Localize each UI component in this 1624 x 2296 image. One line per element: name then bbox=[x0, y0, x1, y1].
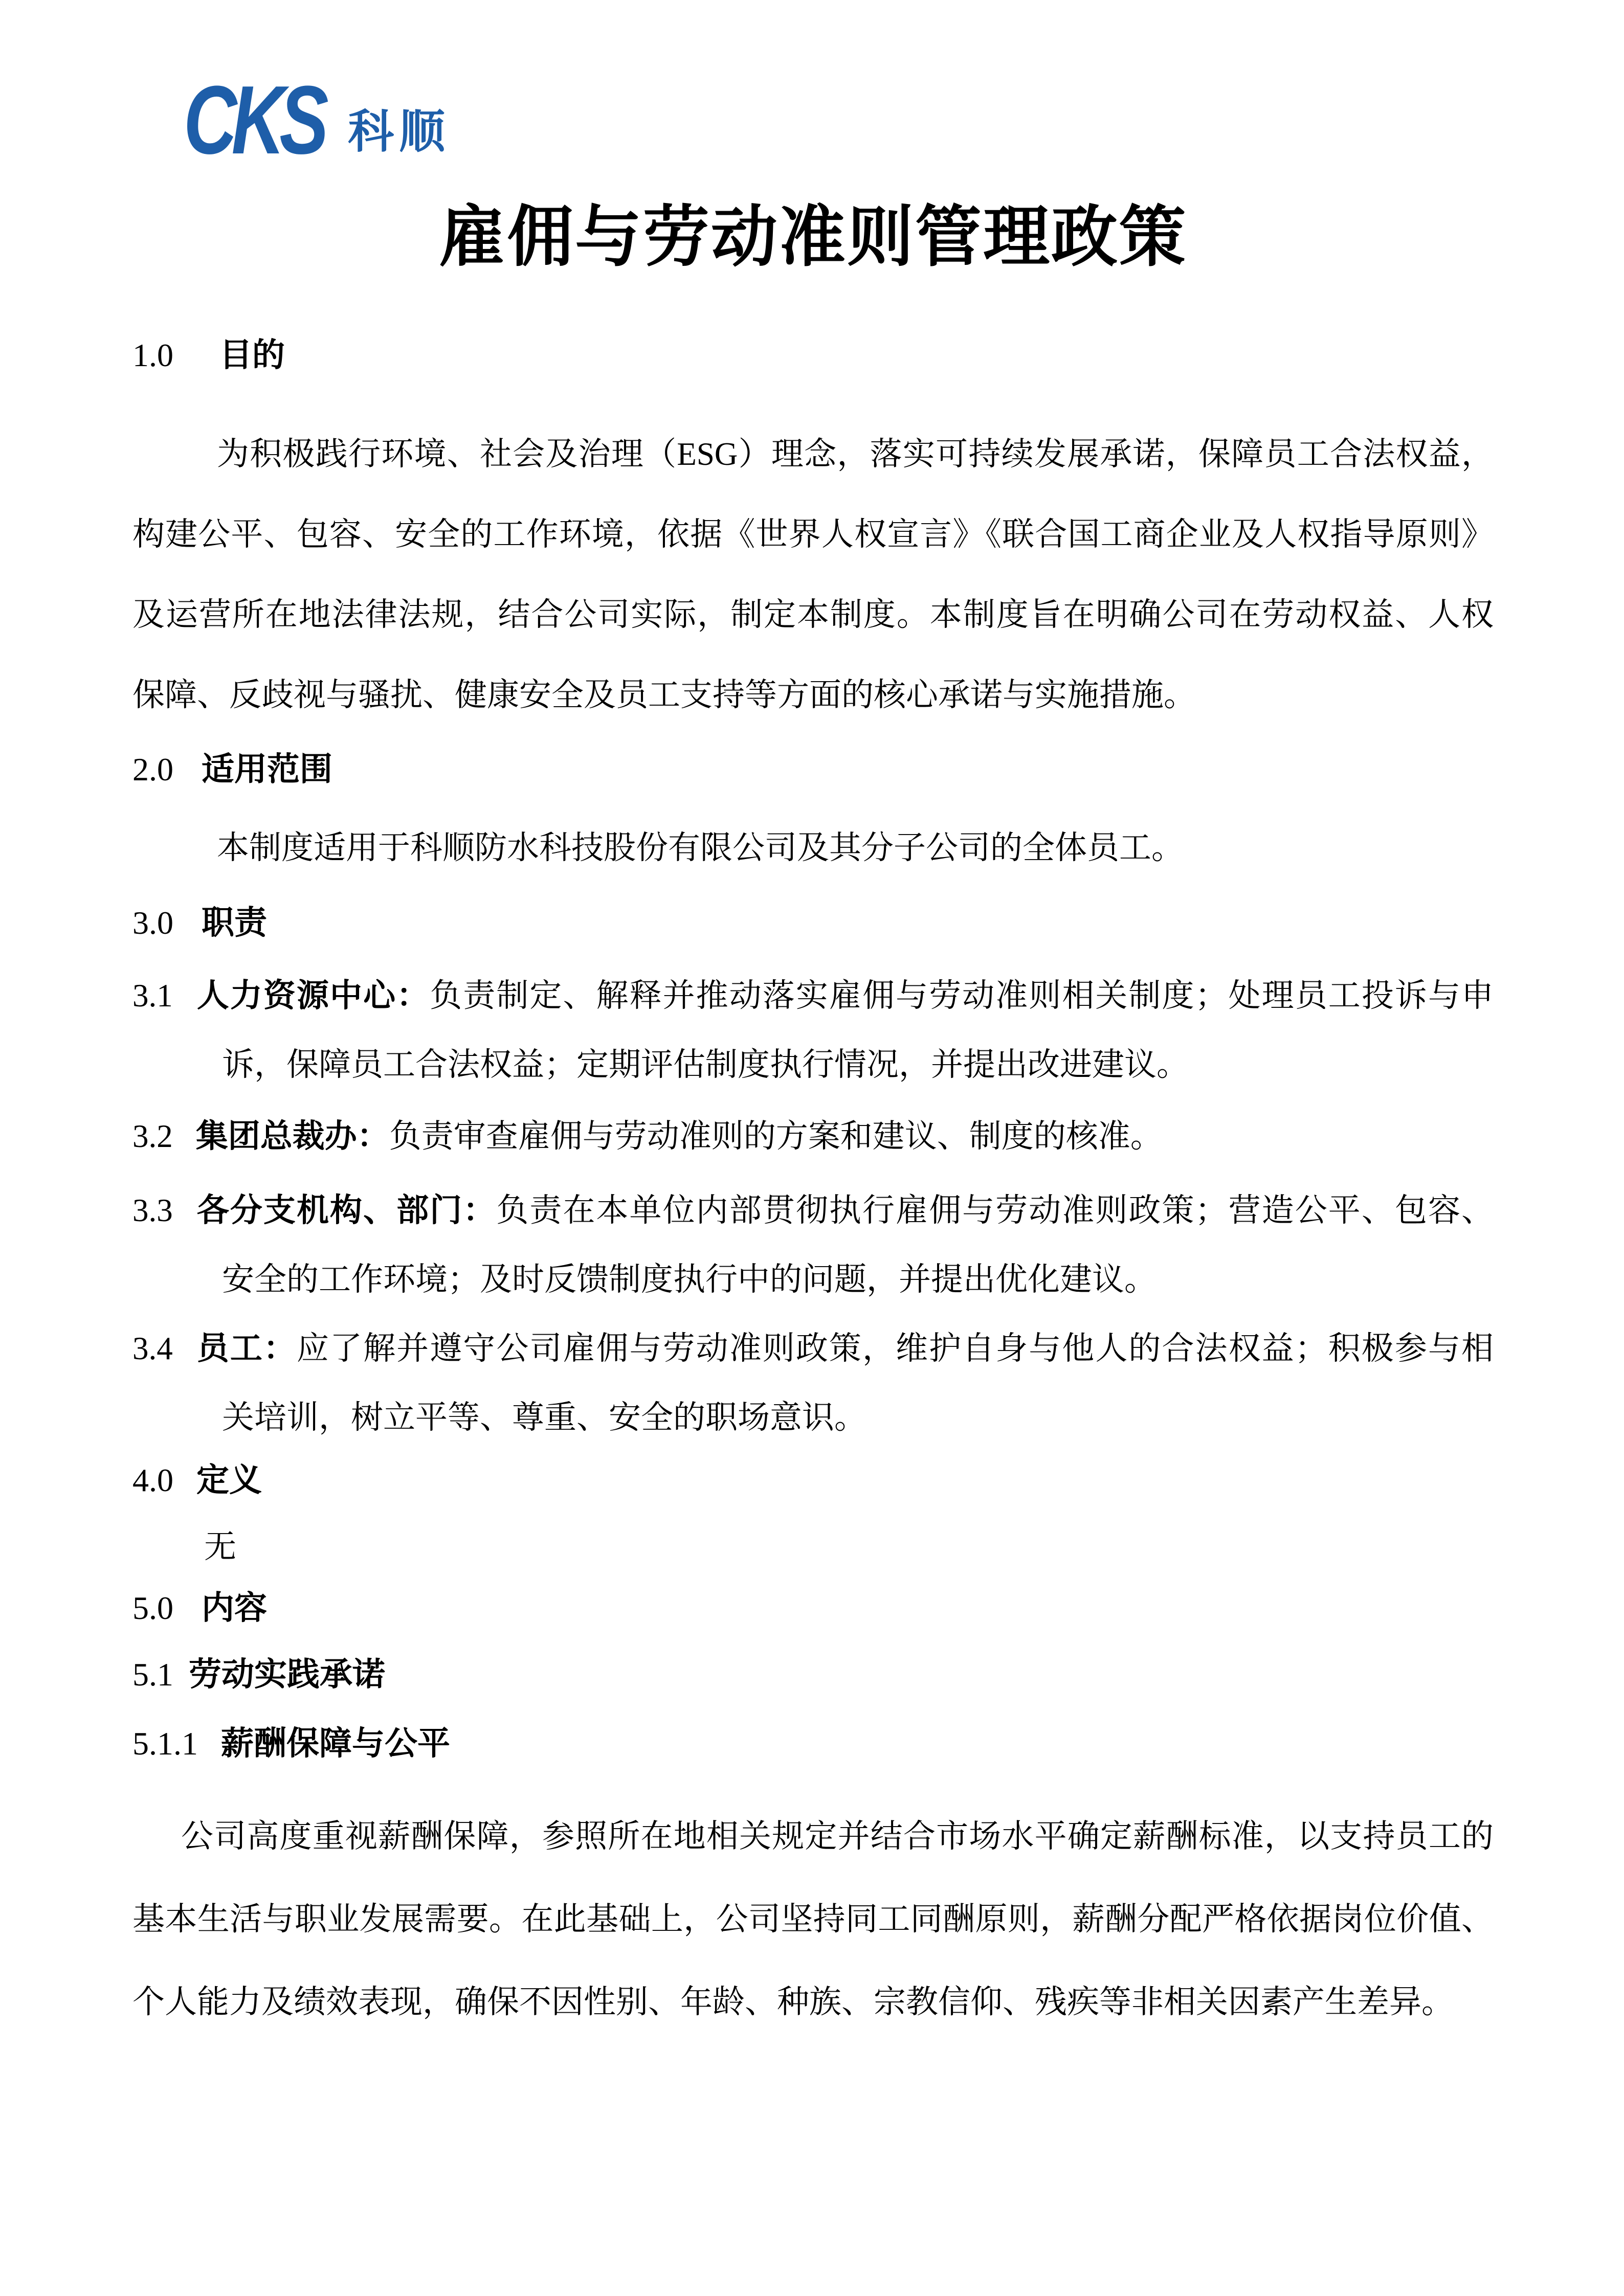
duty-item-line bbox=[132, 1314, 1494, 1383]
heading-scope bbox=[132, 744, 1494, 795]
duties-list bbox=[132, 961, 1494, 1452]
duty-item-line: 诉，保障员工合法权益；定期评估制度执行情况，并提出改进建议。 bbox=[222, 1047, 1189, 1083]
duty-item-3-4 bbox=[132, 1314, 1494, 1452]
purpose-line: 保障、反歧视与骚扰、健康安全及员工支持等方面的核心承诺与实施措施。 bbox=[132, 677, 1196, 713]
logo-chinese-text: 科顺 bbox=[348, 105, 451, 159]
duty-item-line bbox=[132, 1176, 1494, 1245]
purpose-line: 构建公平、包容、安全的工作环境，依据《世界人权宣言》《联合国工商企业及人权指导原则》 bbox=[132, 516, 1494, 552]
heading-compensation-text: 薪酬保障与公平 bbox=[221, 1725, 450, 1762]
company-logo bbox=[184, 66, 1494, 174]
duty-item-number: 3.2 bbox=[132, 1118, 173, 1154]
heading-scope-text: 适用范围 bbox=[202, 751, 332, 787]
heading-compensation bbox=[132, 1718, 1494, 1769]
purpose-paragraph bbox=[132, 414, 1494, 735]
duty-item-text: 负责制定、解释并推动落实雇佣与劳动准则相关制度；处理员工投诉与申 bbox=[430, 978, 1494, 1014]
heading-definitions-text: 定义 bbox=[196, 1462, 262, 1498]
duty-item-line: 安全的工作环境；及时反馈制度执行中的问题，并提出优化建议。 bbox=[222, 1262, 1156, 1297]
duty-item-text: 应了解并遵守公司雇佣与劳动准则政策，维护自身与他人的合法权益；积极参与相 bbox=[296, 1331, 1494, 1366]
duty-item-line bbox=[132, 1102, 1494, 1171]
heading-labor-practice-text: 劳动实践承诺 bbox=[189, 1656, 385, 1693]
heading-content-number: 5.0 bbox=[132, 1590, 173, 1626]
heading-labor-practice-number: 5.1 bbox=[132, 1656, 173, 1693]
duty-item-label: 各分支机构、部门： bbox=[195, 1192, 497, 1228]
duty-item-number: 3.1 bbox=[132, 978, 173, 1014]
logo-cks-text: CKS bbox=[184, 66, 323, 174]
document-title: 雇佣与劳动准则管理政策 bbox=[438, 201, 1187, 275]
duty-item-3-2 bbox=[132, 1102, 1494, 1171]
duty-item-number: 3.4 bbox=[132, 1331, 173, 1366]
duty-item-label: 员工： bbox=[195, 1331, 297, 1366]
heading-duties bbox=[132, 897, 1494, 949]
definitions-value: 无 bbox=[204, 1529, 236, 1565]
heading-scope-number: 2.0 bbox=[132, 751, 173, 787]
compensation-paragraph bbox=[132, 1795, 1494, 2043]
heading-definitions bbox=[132, 1455, 1494, 1506]
duty-item-line bbox=[132, 961, 1494, 1030]
heading-purpose-text: 目的 bbox=[219, 337, 285, 373]
compensation-line: 个人能力及绩效表现，确保不因性别、年龄、种族、宗教信仰、残疾等非相关因素产生差异。 bbox=[132, 1984, 1454, 2020]
heading-labor-practice bbox=[132, 1649, 1494, 1700]
duty-item-number: 3.3 bbox=[132, 1192, 173, 1228]
heading-compensation-number: 5.1.1 bbox=[132, 1725, 198, 1762]
compensation-line: 基本生活与职业发展需要。在此基础上，公司坚持同工同酬原则，薪酬分配严格依据岗位价值、 bbox=[132, 1901, 1494, 1937]
heading-duties-text: 职责 bbox=[202, 905, 267, 941]
duty-item-label: 人力资源中心： bbox=[195, 978, 430, 1014]
heading-content-text: 内容 bbox=[202, 1590, 267, 1626]
duty-item-text: 负责在本单位内部贯彻执行雇佣与劳动准则政策；营造公平、包容、 bbox=[496, 1192, 1494, 1228]
heading-definitions-number: 4.0 bbox=[132, 1462, 173, 1498]
duty-item-line: 关培训，树立平等、尊重、安全的职场意识。 bbox=[222, 1400, 866, 1435]
duty-item-3-1 bbox=[132, 961, 1494, 1099]
heading-purpose-number: 1.0 bbox=[132, 337, 173, 373]
scope-line: 本制度适用于科顺防水科技股份有限公司及其分子公司的全体员工。 bbox=[217, 830, 1184, 866]
heading-content bbox=[132, 1583, 1494, 1634]
purpose-line: 为积极践行环境、社会及治理（ESG）理念，落实可持续发展承诺，保障员工合法权益， bbox=[217, 436, 1494, 472]
scope-paragraph bbox=[132, 808, 1494, 888]
duty-item-label: 集团总裁办： bbox=[195, 1118, 389, 1154]
heading-duties-number: 3.0 bbox=[132, 905, 173, 941]
duty-item-text: 负责审查雇佣与劳动准则的方案和建议、制度的核准。 bbox=[389, 1118, 1163, 1154]
heading-purpose bbox=[132, 330, 1494, 381]
duty-item-3-3 bbox=[132, 1176, 1494, 1314]
purpose-line: 及运营所在地法律法规，结合公司实际，制定本制度。本制度旨在明确公司在劳动权益、人权 bbox=[132, 597, 1494, 633]
compensation-line: 公司高度重视薪酬保障，参照所在地相关规定并结合市场水平确定薪酬标准，以支持员工的 bbox=[181, 1818, 1494, 1854]
